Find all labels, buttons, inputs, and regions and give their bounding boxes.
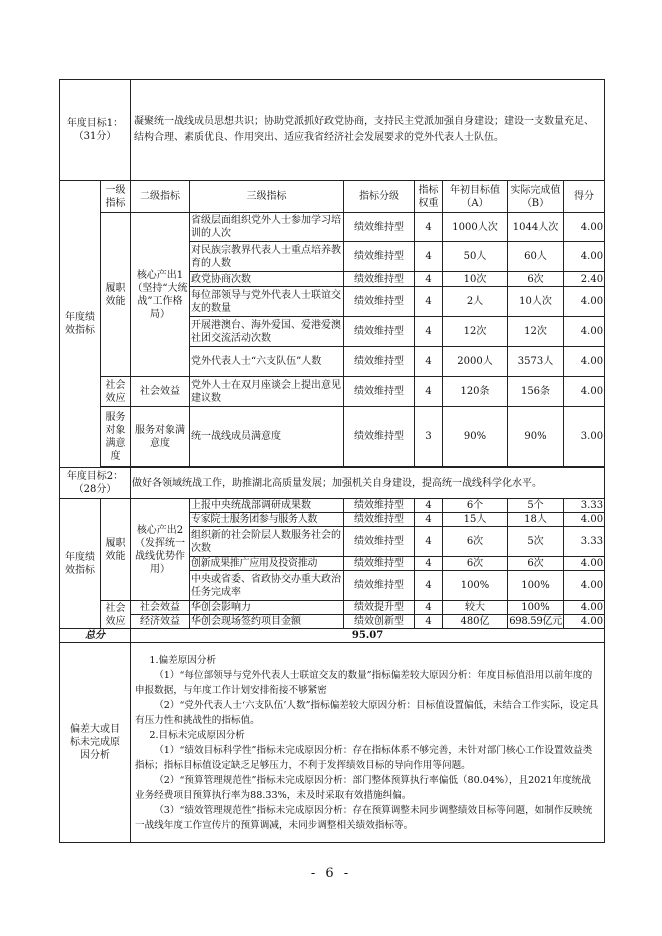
row-weight: 4	[415, 527, 443, 557]
row-actual: 100%	[508, 601, 564, 615]
page-number: - 6 -	[310, 866, 352, 881]
row-weight: 4	[415, 272, 443, 287]
total-row	[60, 629, 605, 643]
row-target: 50人	[443, 242, 508, 272]
row-weight: 4	[415, 213, 443, 242]
row-score: 4.00	[564, 287, 605, 317]
row-actual: 698.59亿元	[509, 616, 562, 627]
row-actual: 5次	[508, 527, 564, 557]
header-level1: 一级指标	[101, 181, 131, 213]
row-weight: 4	[415, 317, 443, 347]
row-weight: 4	[415, 242, 443, 272]
row-category: 绩效维持型	[344, 287, 415, 317]
analysis-paragraph: 1.偏差原因分析	[149, 654, 217, 666]
row-category: 绩效维持型	[344, 347, 415, 377]
row-score: 4.00	[564, 242, 605, 272]
row-weight: 4	[415, 347, 443, 377]
row-name: 省级层面组织党外人士参加学习培训的人次	[190, 213, 344, 242]
row-weight: 4	[415, 557, 443, 571]
row-name: 对民族宗教界代表人士重点培养教育的人数	[190, 242, 344, 272]
row-name: 创新成果推广应用及投资推动	[190, 557, 344, 571]
row-weight: 4	[415, 615, 443, 629]
row-score: 3.33	[564, 499, 605, 513]
group-performance: 履职效能	[101, 213, 131, 377]
level2-core2: 核心产出2（发挥统一战线优势作用）	[131, 499, 190, 601]
row-target: 较大	[443, 601, 508, 615]
analysis-paragraph: 2.目标未完成原因分析	[149, 729, 245, 741]
header-target: 年初目标值（A）	[443, 181, 508, 213]
row-actual: 6次	[508, 272, 564, 287]
row-category: 绩效创新型	[344, 615, 415, 629]
row-category: 绩效维持型	[344, 527, 415, 557]
row-actual: 5个	[508, 499, 564, 513]
section-label-2: 年度绩效指标	[60, 499, 101, 629]
row-name: 华创会现场签约项目金额	[190, 615, 344, 629]
row-score: 4.00	[564, 557, 605, 571]
row-target: 6个	[443, 499, 508, 513]
level2-core1: 核心产出1（坚持“大统战”工作格局）	[131, 213, 190, 377]
level2-satisfaction: 服务对象满意度	[131, 407, 190, 467]
row-target: 10次	[443, 272, 508, 287]
row-category: 绩效维持型	[344, 317, 415, 347]
row-target: 480亿	[443, 615, 508, 629]
row-score: 2.40	[564, 272, 605, 287]
row-actual: 12次	[508, 317, 564, 347]
analysis-row	[60, 643, 605, 843]
goal1-row	[60, 80, 605, 181]
row-target: 2000人	[443, 347, 508, 377]
row-weight: 4	[415, 571, 443, 601]
goal1-text: 凝聚统一战线成员思想共识；协助党派抓好政党协商，支持民主党派加强自身建设；建设一支数量充足、结构合理、素质优良、作用突出、适应我省经济社会发展要求的党外代表人士队伍。	[131, 80, 605, 181]
row-name: 党外人士在双月座谈会上提出意见建议数	[190, 377, 344, 407]
row-actual: 18人	[508, 513, 564, 527]
row-name: 每位部领导与党外代表人士联谊交友的数量	[190, 287, 344, 317]
table1-header-row	[60, 181, 605, 213]
row-name: 专家院士服务团参与服务人数	[190, 513, 344, 527]
analysis-paragraph: （2）“党外代表人士‘六支队伍’人数”指标偏差较大原因分析：目标值设置偏低，未结合工作实际，设定具有压力性和挑战性的指标值。	[135, 699, 599, 726]
row-score: 4.00	[564, 615, 605, 629]
row-target: 6次	[443, 557, 508, 571]
row-category: 绩效维持型	[344, 377, 415, 407]
row-name: 华创会影响力	[190, 601, 344, 615]
level2-economic-benefit: 经济效益	[131, 615, 190, 629]
table-row	[60, 377, 605, 407]
group-social-2: 社会效应	[101, 601, 131, 629]
row-target: 12次	[443, 317, 508, 347]
row-actual: 60人	[508, 242, 564, 272]
row-target: 1000人次	[443, 213, 508, 242]
row-actual: 10人次	[508, 287, 564, 317]
row-category: 绩效维持型	[344, 499, 415, 513]
goal2-text: 做好各领域统战工作，助推湖北高质量发展；加强机关自身建设，提高统一战线科学化水平。	[131, 468, 605, 499]
row-score: 4.00	[564, 213, 605, 242]
header-level3: 三级指标	[190, 181, 344, 213]
group-performance-2: 履职效能	[101, 499, 131, 601]
row-category: 绩效维持型	[344, 272, 415, 287]
header-category: 指标分级	[344, 181, 415, 213]
row-weight: 4	[415, 601, 443, 615]
row-category: 绩效维持型	[344, 242, 415, 272]
goal2-row	[60, 468, 605, 499]
row-target: 2人	[443, 287, 508, 317]
row-name: 上报中央统战部调研成果数	[190, 499, 344, 513]
row-category: 绩效提升型	[344, 601, 415, 615]
table-row	[60, 213, 605, 242]
row-score: 4.00	[564, 571, 605, 601]
row-score: 4.00	[564, 317, 605, 347]
table-row	[60, 407, 605, 467]
row-category: 绩效维持型	[344, 571, 415, 601]
row-target: 90%	[443, 407, 508, 467]
analysis-paragraph: （3）“绩效管理规范性”指标未完成原因分析：存在预算调整未同步调整绩效目标等问题，如制作反映统一战线年度工作宣传片的预算调减，未同步调整相关绩效指标等。	[135, 804, 593, 831]
row-name: 政党协商次数	[190, 272, 344, 287]
group-service: 服务对象满意度	[101, 407, 131, 467]
table-row	[60, 499, 605, 513]
row-target: 120条	[443, 377, 508, 407]
analysis-content	[131, 643, 605, 843]
row-score: 3.33	[564, 527, 605, 557]
row-actual: 3573人	[508, 347, 564, 377]
row-score: 3.00	[564, 407, 605, 467]
row-weight: 4	[415, 499, 443, 513]
goal1-label: 年度目标1： （31分）	[60, 80, 131, 181]
row-target: 6次	[443, 527, 508, 557]
row-weight: 4	[415, 287, 443, 317]
goal2-label: 年度目标2： （28分）	[60, 468, 131, 499]
total-value: 95.07	[131, 629, 605, 643]
row-score: 4.00	[564, 601, 605, 615]
level2-social-benefit: 社会效益	[131, 377, 190, 407]
header-score: 得分	[564, 181, 605, 213]
row-weight: 4	[415, 513, 443, 527]
total-label: 总分	[60, 629, 131, 643]
row-score: 4.00	[564, 513, 605, 527]
row-weight: 4	[415, 377, 443, 407]
row-category: 绩效维持型	[344, 513, 415, 527]
row-name: 统一战线成员满意度	[190, 407, 344, 467]
row-actual: 100%	[508, 571, 564, 601]
table-row	[60, 601, 605, 615]
analysis-paragraph: （2）“预算管理规范性”指标未完成原因分析：部门整体预算执行率偏低（80.04%），且2021年度统战业务经费项目预算执行率为88.33%，未及时采取有效措施纠偏。	[135, 774, 591, 801]
row-category: 绩效维持型	[344, 213, 415, 242]
performance-table	[59, 79, 605, 843]
row-actual: 156条	[508, 377, 564, 407]
row-name: 党外代表人士“六支队伍”人数	[190, 347, 344, 377]
analysis-paragraph: （1）“每位部领导与党外代表人士联谊交友的数量”指标偏差较大原因分析：年度目标值沿用以前年度的申报数据，与年度工作计划安排衔接不够紧密	[135, 669, 593, 696]
row-score: 4.00	[564, 347, 605, 377]
header-actual: 实际完成值（B）	[508, 181, 564, 213]
level2-social-benefit-2: 社会效益	[131, 601, 190, 615]
row-category: 绩效维持型	[344, 557, 415, 571]
row-actual: 90%	[508, 407, 564, 467]
row-weight: 3	[415, 407, 443, 467]
row-name: 中央或省委、省政协交办重大政治任务完成率	[190, 571, 344, 601]
row-actual: 1044人次	[508, 213, 564, 242]
analysis-paragraph: （1）“绩效目标科学性”指标未完成原因分析：存在指标体系不够完善，未针对部门核心工作设置效益类指标；指标目标值设定缺乏足够压力，不利于发挥绩效目标的导向作用等问题。	[135, 744, 593, 771]
table-row	[60, 615, 605, 629]
row-name: 组织新的社会阶层人数服务社会的次数	[190, 527, 344, 557]
row-actual: 6次	[508, 557, 564, 571]
analysis-label: 偏差大或目标未完成原因分析	[60, 643, 131, 843]
row-target: 100%	[443, 571, 508, 601]
header-weight: 指标权重	[415, 181, 443, 213]
group-social: 社会效应	[101, 377, 131, 407]
row-target: 15人	[443, 513, 508, 527]
row-score: 4.00	[564, 377, 605, 407]
header-level2: 二级指标	[131, 181, 190, 213]
row-name: 开展港澳台、海外爱国、爱港爱澳社团交流活动次数	[190, 317, 344, 347]
section-label: 年度绩效指标	[60, 181, 101, 468]
row-category: 绩效维持型	[344, 407, 415, 467]
